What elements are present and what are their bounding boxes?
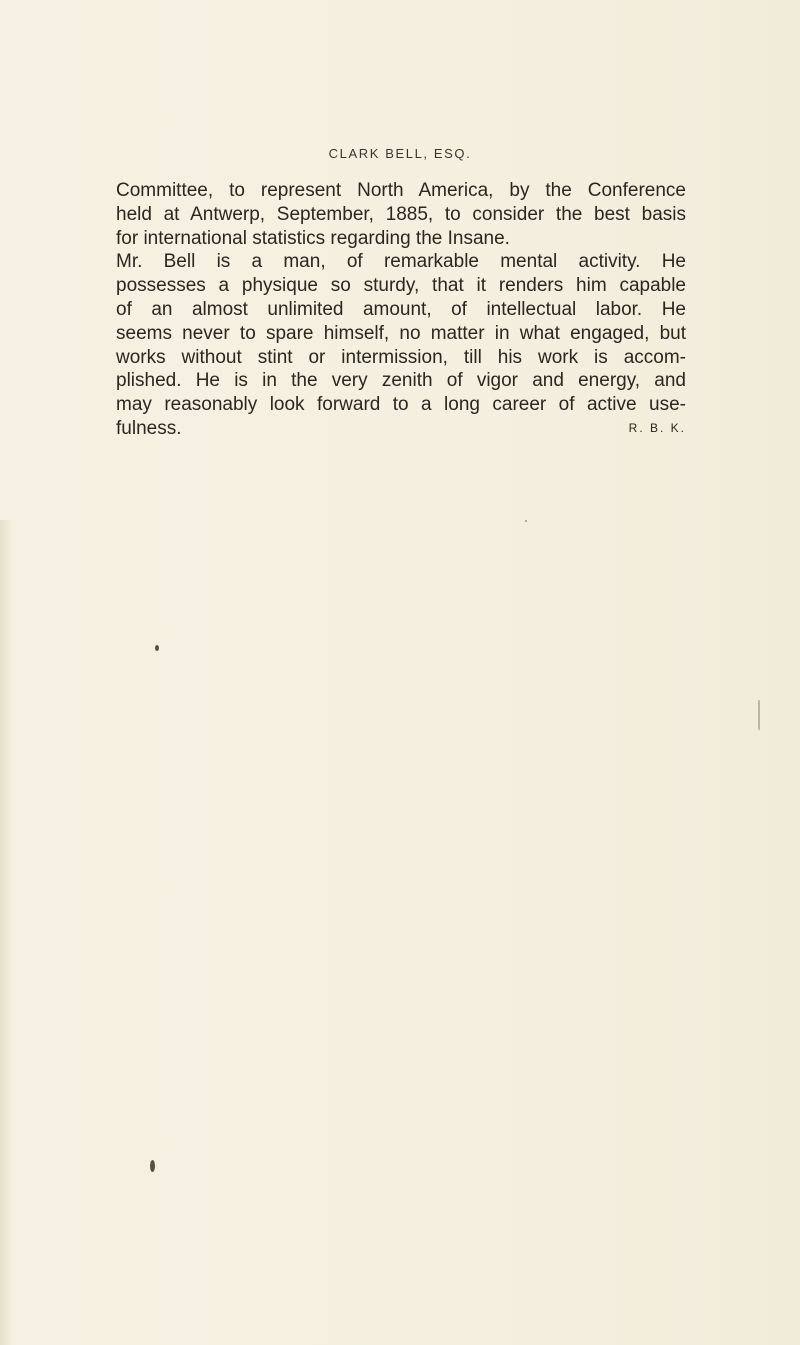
final-line: [116, 417, 686, 441]
scan-speck: [150, 1160, 155, 1172]
body-text: [116, 179, 686, 441]
text-line: of an almost unlimited amount, of intellectual labor. He: [116, 298, 686, 320]
text-line: may reasonably look forward to a long career of active use-: [116, 394, 686, 416]
scan-speck: [525, 520, 527, 522]
running-head: CLARK BELL, ESQ.: [328, 146, 472, 161]
page-edge-shadow: [0, 520, 14, 1345]
text-line: Committee, to represent North America, by the Conference: [116, 180, 686, 201]
final-line-text: fulness.: [116, 417, 182, 439]
text-line: plished. He is in the very zenith of vigor and energy, and: [116, 370, 686, 392]
text-line: seems never to spare himself, no matter in what engaged, but: [116, 322, 686, 344]
author-initials: R. B. K.: [628, 420, 686, 435]
scan-speck: [758, 700, 760, 730]
text-line: for international statistics regarding the Insane.: [116, 227, 510, 249]
text-line: held at Antwerp, September, 1885, to consider the best basis: [116, 203, 686, 225]
text-line: possesses a physique so sturdy, that it renders him capable: [116, 275, 686, 297]
scan-speck: [155, 645, 159, 651]
text-line: works without stint or intermission, till his work is accom-: [116, 346, 686, 368]
text-line: Mr. Bell is a man, of remarkable mental activity. He: [116, 251, 686, 273]
